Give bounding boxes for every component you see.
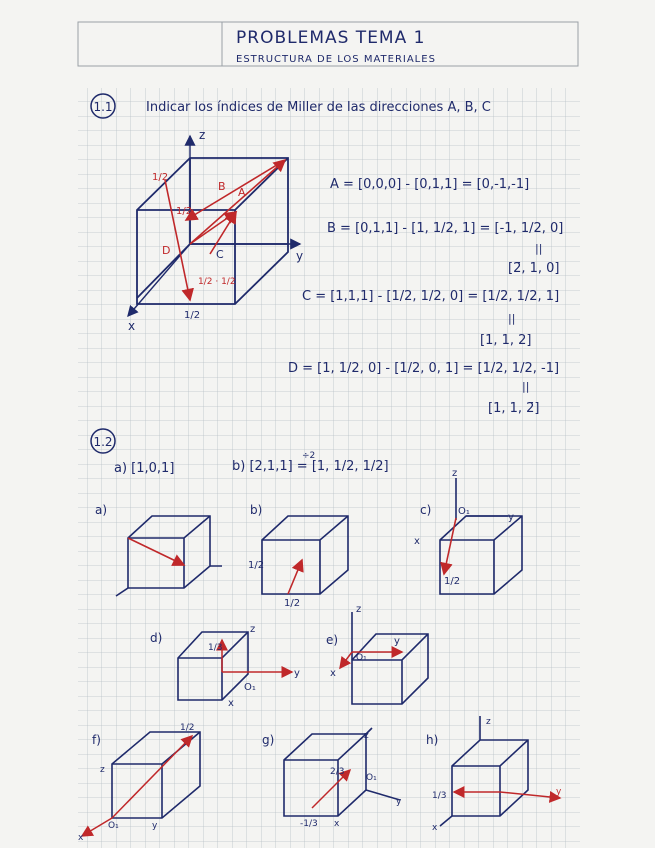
sketch-h-label: h) <box>426 733 439 747</box>
sketch-b-mark-2: 1/2 <box>284 598 301 609</box>
label-B: B <box>218 180 226 193</box>
sketch-c-mark-half: 1/2 <box>444 576 461 587</box>
sketch-e-mark-x: x <box>330 668 336 679</box>
sketch-a-label: a) <box>95 503 108 517</box>
sketch-g-label: g) <box>262 733 275 747</box>
divide-by-two: ÷2 <box>302 451 316 461</box>
sketch-h-mark-z: z <box>486 717 491 727</box>
sketch-g-mark-y: y <box>396 797 402 807</box>
problem-number: 1.1 <box>93 100 113 114</box>
problem-number: 1.2 <box>93 435 113 449</box>
sketch-d-mark-o: O₁ <box>244 682 256 693</box>
sketch-h-mark-third: 1/3 <box>432 791 447 801</box>
sketch-d-mark-y: y <box>294 668 300 679</box>
sketch-d-mark-z: z <box>250 624 256 635</box>
sketch-f-mark-y: y <box>152 821 158 831</box>
sketch-g-mark-negthird: -1/3 <box>300 819 318 829</box>
sketch-d-label: d) <box>150 631 163 645</box>
page-title <box>236 28 436 65</box>
problem-statement: Indicar los índices de Miller de las direcciones A, B, C <box>146 100 491 115</box>
sketch-f-mark-z: z <box>100 765 105 775</box>
sketch-c-mark-x: x <box>414 536 420 547</box>
part-a-direction: a) [1,0,1] <box>114 461 175 476</box>
sketch-c-mark-y: y <box>508 512 514 523</box>
label-half-left: 1/2 <box>176 206 193 217</box>
sketch-f-label: f) <box>92 733 101 747</box>
sketch-e-mark-o: O₁ <box>356 653 367 663</box>
sketch-e-label: e) <box>326 633 339 647</box>
axis-z-label: z <box>199 128 206 142</box>
sketch-g-mark-o: O₁ <box>366 773 377 783</box>
axis-y-label: y <box>296 249 304 263</box>
sketch-b-mark-1: 1/2 <box>248 560 265 571</box>
sketch-c-label: c) <box>420 503 432 517</box>
sketch-d-mark-x: x <box>228 698 234 709</box>
equation-C: C = [1,1,1] - [1/2, 1/2, 0] = [1/2, 1/2, 1] <box>302 289 560 304</box>
sketch-e-mark-z: z <box>356 604 362 615</box>
sketch-f-mark-o: O₁ <box>108 821 119 831</box>
sketch-c-mark-z: z <box>452 468 458 479</box>
equation-D-eq: || <box>522 380 530 393</box>
equation-B: B = [0,1,1] - [1, 1/2, 1] = [-1, 1/2, 0] <box>327 221 564 236</box>
equation-D: D = [1, 1/2, 0] - [1/2, 0, 1] = [1/2, 1/2, -1] <box>288 361 560 376</box>
equation-B-eq: || <box>535 242 543 255</box>
label-half-top: 1/2 <box>152 172 169 183</box>
sketch-f-mark-x: x <box>78 833 84 843</box>
sketch-b-label: b) <box>250 503 263 517</box>
label-frac: 1/2 · 1/2 <box>198 277 236 287</box>
sketch-g-mark-x: x <box>334 819 340 829</box>
sketch-g-mark-twothirds: 2/3 <box>330 767 345 777</box>
equation-D-result: [1, 1, 2̄] <box>488 401 540 416</box>
label-half-bottom: 1/2 <box>184 310 201 321</box>
label-C: C <box>216 248 224 261</box>
equation-A: A = [0,0,0] - [0,1,1] = [0,-1,-1] <box>330 177 530 192</box>
equation-C-eq: || <box>508 312 516 325</box>
sketch-c-mark-o: O₁ <box>458 506 470 517</box>
sketch-d-mark-third: 1/3 <box>208 643 223 653</box>
sketch-h-mark-y: y <box>556 787 562 797</box>
sketch-f-mark-half: 1/2 <box>180 723 195 733</box>
title-main: PROBLEMAS TEMA 1 <box>236 28 426 48</box>
title-subtitle: ESTRUCTURA DE LOS MATERIALES <box>236 54 436 65</box>
equation-B-result: [2̄, 1, 0] <box>508 261 560 276</box>
part-b-direction: b) [2,1,1] = [1, 1/2, 1/2] <box>232 459 389 474</box>
sketch-g-mark-z: z <box>364 731 369 741</box>
axis-x-label: x <box>128 319 136 333</box>
equation-C-result: [1, 1, 2] <box>480 333 532 348</box>
label-D: D <box>162 244 171 257</box>
sketch-h-mark-x: x <box>432 823 438 833</box>
label-A: A <box>238 186 246 199</box>
sketch-e-mark-y: y <box>394 636 400 647</box>
